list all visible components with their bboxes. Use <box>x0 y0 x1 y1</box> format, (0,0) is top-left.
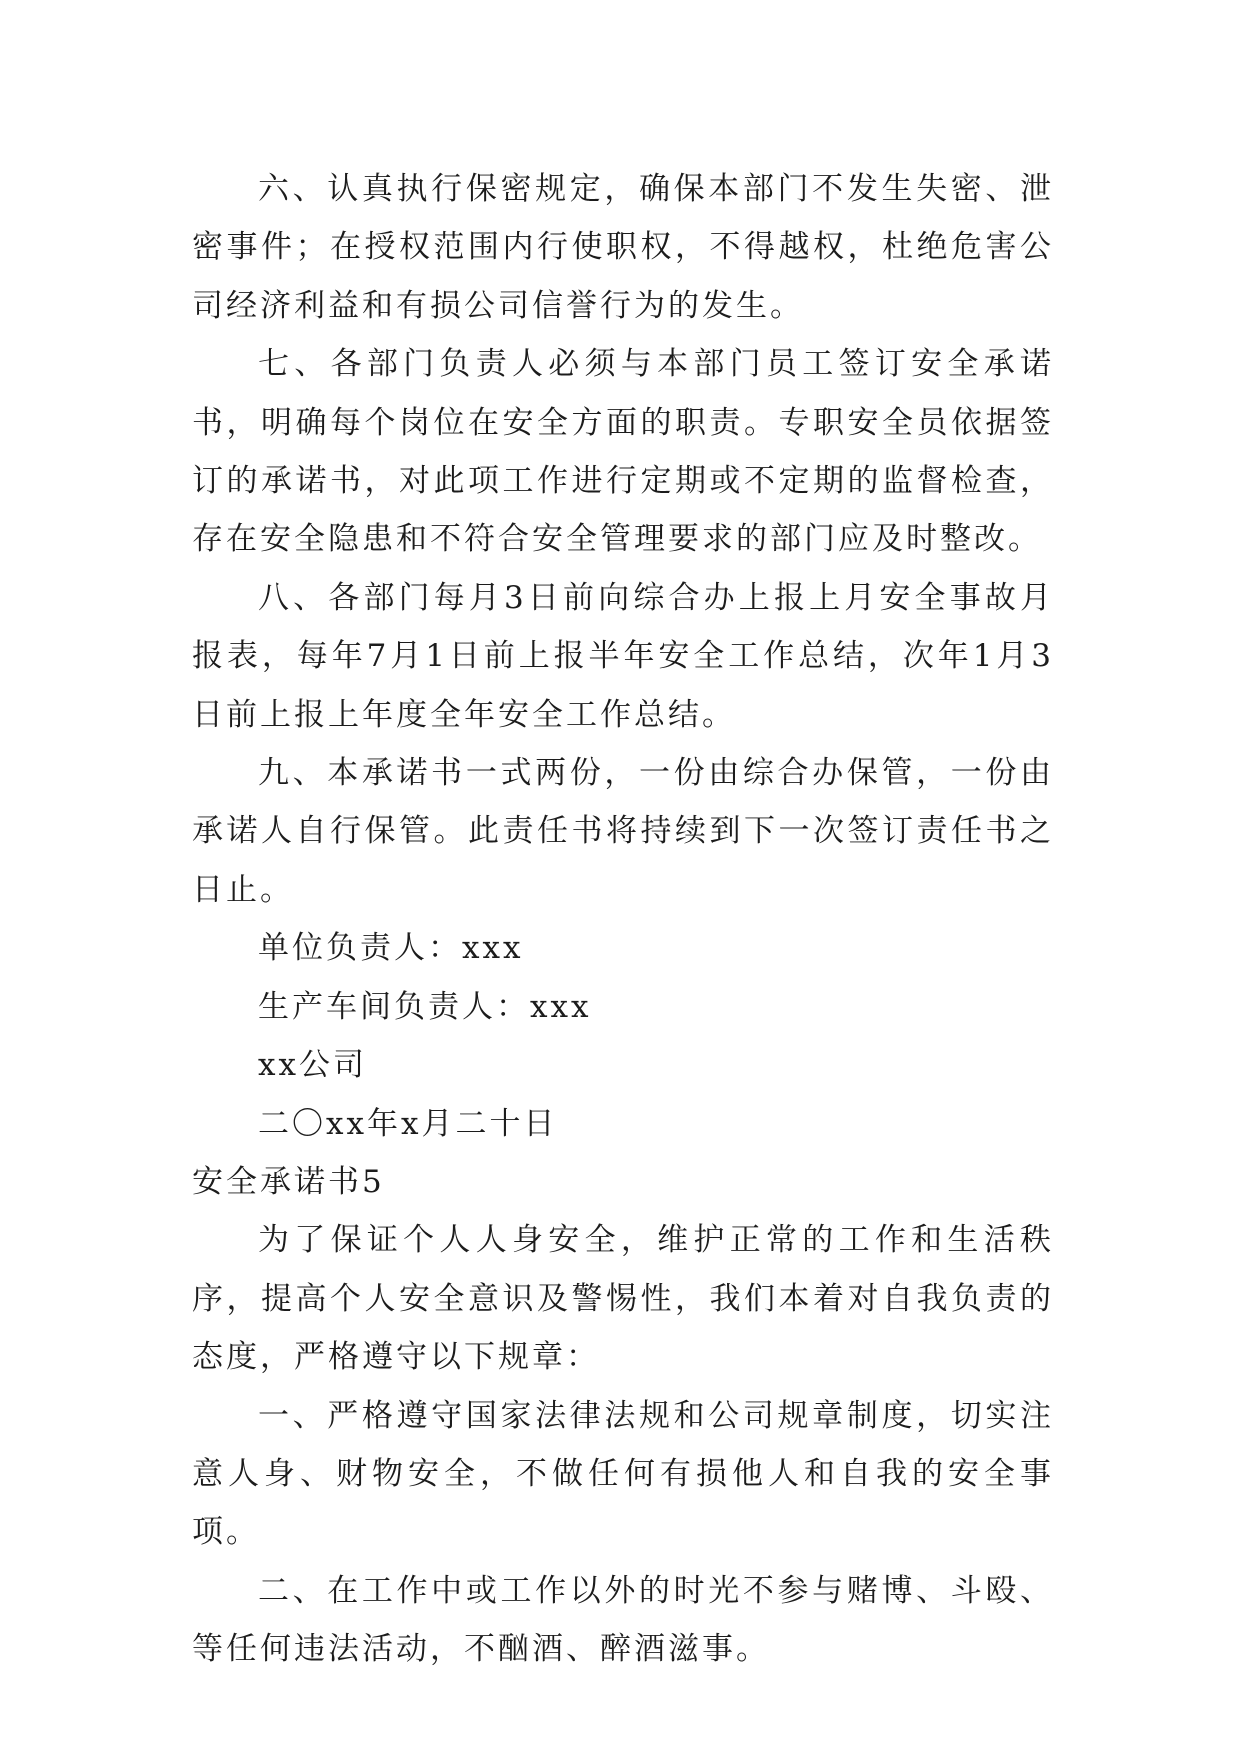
paragraph-eight: 八、各部门每月3日前向综合办上报上月安全事故月报表，每年7月1日前上报半年安全工作总结，次年1月3日前上报上年度全年安全工作总结。 <box>192 579 1054 733</box>
section-rule-two: 二、在工作中或工作以外的时光不参与赌博、斗殴、等任何违法活动，不酗酒、醉酒滋事。 <box>192 1572 1054 1668</box>
paragraph-six: 六、认真执行保密规定，确保本部门不发生失密、泄密事件；在授权范围内行使职权，不得越权，杜绝危害公司经济利益和有损公司信誉行为的发生。 <box>192 171 1054 324</box>
company-name: xx公司 <box>258 1047 367 1084</box>
workshop-leader-signature: 生产车间负责人：xxx <box>258 988 592 1025</box>
section-rule-one: 一、严格遵守国家法律法规和公司规章制度，切实注意人身、财物安全，不做任何有损他人和自我的安全事项。 <box>192 1397 1054 1551</box>
signature-date: 二〇xx年x月二十日 <box>258 1105 558 1142</box>
paragraph-seven: 七、各部门负责人必须与本部门员工签订安全承诺书，明确每个岗位在安全方面的职责。专职安全员依据签订的承诺书，对此项工作进行定期或不定期的监督检查，存在安全隐患和不符合安全管理要求的部门应及时整改。 <box>192 346 1054 558</box>
paragraph-nine: 九、本承诺书一式两份，一份由综合办保管，一份由承诺人自行保管。此责任书将持续到下一次签订责任书之日止。 <box>192 755 1054 908</box>
section-title: 安全承诺书5 <box>192 1163 385 1200</box>
section-intro-paragraph: 为了保证个人人身安全，维护正常的工作和生活秩序，提高个人安全意识及警惕性，我们本着对自我负责的态度，严格遵守以下规章： <box>192 1222 1054 1376</box>
document-page <box>192 160 1054 1679</box>
unit-leader-signature: 单位负责人：xxx <box>258 930 524 967</box>
